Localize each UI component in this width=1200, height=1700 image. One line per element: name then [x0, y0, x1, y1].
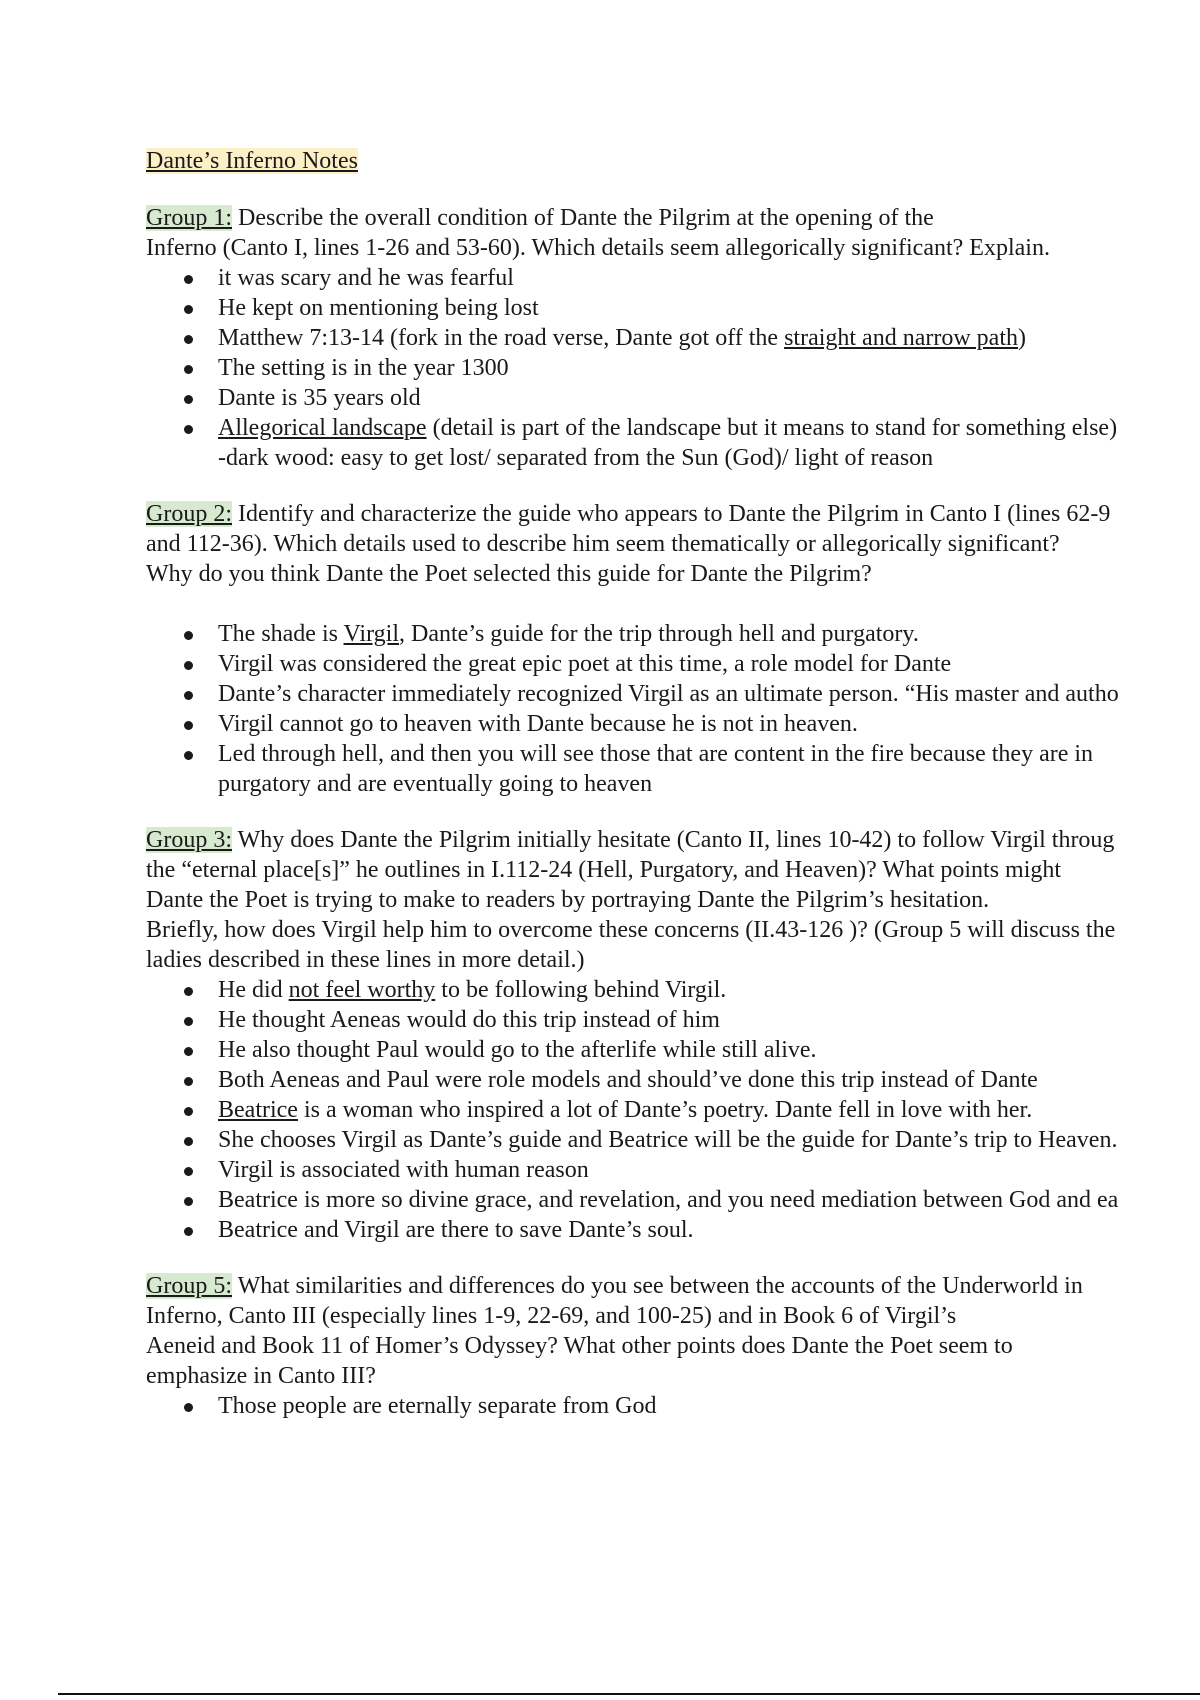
group-3-bullets — [146, 975, 1200, 1245]
group-2-bullets — [146, 619, 1200, 769]
underlined-term: Beatrice — [218, 1097, 298, 1123]
group-5-bullets — [146, 1391, 1200, 1421]
group-1-question-line: Group 1: Describe the overall condition of Dante the Pilgrim at the opening of the — [146, 205, 934, 231]
underlined-term: not feel worthy — [288, 977, 436, 1003]
bullet-item: Beatrice is more so divine grace, and revelation, and you need mediation between God and ea — [146, 1185, 1200, 1215]
bullet-item: Virgil was considered the great epic poet at this time, a role model for Dante — [146, 649, 1200, 679]
group-5-section — [146, 1271, 1200, 1421]
doc-title — [146, 146, 1200, 176]
group-5-question-line: Group 5: What similarities and differences do you see between the accounts of the Underworld in — [146, 1273, 1083, 1299]
group-2-section — [146, 499, 1200, 799]
group-3-question-line: Dante the Poet is trying to make to readers by portraying Dante the Pilgrim’s hesitation. — [146, 887, 990, 913]
underlined-term: straight and narrow path — [784, 325, 1018, 351]
bullet-item: The shade is Virgil, Dante’s guide for the trip through hell and purgatory. — [146, 619, 1200, 649]
group-1-bullets — [146, 263, 1200, 443]
bullet-item: Virgil cannot go to heaven with Dante because he is not in heaven. — [146, 709, 1200, 739]
group-5-question-line: emphasize in Canto III? — [146, 1363, 376, 1389]
bullet-item: She chooses Virgil as Dante’s guide and Beatrice will be the guide for Dante’s trip to Heaven. — [146, 1125, 1200, 1155]
doc-title-text: Dante’s Inferno Notes — [146, 148, 358, 174]
bullet-item: Dante is 35 years old — [146, 383, 1200, 413]
document-page — [146, 146, 1200, 1421]
group-3-question-line: Briefly, how does Virgil help him to overcome these concerns (II.43-126 )? (Group 5 will discuss the — [146, 917, 1116, 943]
group-2-question-line: Why do you think Dante the Poet selected this guide for Dante the Pilgrim? — [146, 561, 872, 587]
group-2-question-line: Group 2: Identify and characterize the guide who appears to Dante the Pilgrim in Canto I (lines 62-9 — [146, 501, 1111, 527]
bullet-item: Matthew 7:13-14 (fork in the road verse, Dante got off the straight and narrow path) — [146, 323, 1200, 353]
bullet-continuation: -dark wood: easy to get lost/ separated from the Sun (God)/ light of reason — [218, 445, 934, 471]
group-5-question-line: Inferno, Canto III (especially lines 1-9, 22-69, and 100-25) and in Book 6 of Virgil’s — [146, 1303, 957, 1329]
group-1-section — [146, 203, 1200, 473]
bullet-item: Allegorical landscape (detail is part of the landscape but it means to stand for something else) — [146, 413, 1200, 443]
bullet-item: Dante’s character immediately recognized Virgil as an ultimate person. “His master and autho — [146, 679, 1200, 709]
bullet-continuation: purgatory and are eventually going to heaven — [218, 771, 653, 797]
group-3-question-line: the “eternal place[s]” he outlines in I.112-24 (Hell, Purgatory, and Heaven)? What points might — [146, 857, 1062, 883]
bullet-item: He thought Aeneas would do this trip instead of him — [146, 1005, 1200, 1035]
group-1-question-line: Inferno (Canto I, lines 1-26 and 53-60). Which details seem allegorically significant? Explain. — [146, 235, 1050, 261]
bullet-item: it was scary and he was fearful — [146, 263, 1200, 293]
group-1-label: Group 1: — [146, 205, 232, 231]
underlined-term: Virgil — [343, 621, 399, 647]
bullet-item: Virgil is associated with human reason — [146, 1155, 1200, 1185]
group-5-question-line: Aeneid and Book 11 of Homer’s Odyssey? What other points does Dante the Poet seem to — [146, 1333, 1013, 1359]
bullet-item: Both Aeneas and Paul were role models and should’ve done this trip instead of Dante — [146, 1065, 1200, 1095]
bullet-item: The setting is in the year 1300 — [146, 353, 1200, 383]
group-3-question-line: ladies described in these lines in more detail.) — [146, 947, 585, 973]
bullet-item: He kept on mentioning being lost — [146, 293, 1200, 323]
bullet-item: Beatrice is a woman who inspired a lot of Dante’s poetry. Dante fell in love with her. — [146, 1095, 1200, 1125]
group-3-label: Group 3: — [146, 827, 232, 853]
bullet-item: Beatrice and Virgil are there to save Dante’s soul. — [146, 1215, 1200, 1245]
bullet-item: He did not feel worthy to be following behind Virgil. — [146, 975, 1200, 1005]
group-2-question-line: and 112-36). Which details used to describe him seem thematically or allegorically significant? — [146, 531, 1060, 557]
group-2-label: Group 2: — [146, 501, 232, 527]
group-3-section — [146, 825, 1200, 1245]
bullet-item: He also thought Paul would go to the afterlife while still alive. — [146, 1035, 1200, 1065]
bullet-item: Those people are eternally separate from God — [146, 1391, 1200, 1421]
bullet-item: Led through hell, and then you will see those that are content in the fire because they are in — [146, 739, 1200, 769]
underlined-term: Allegorical landscape — [218, 415, 427, 441]
group-5-label: Group 5: — [146, 1273, 232, 1299]
group-3-question-line: Group 3: Why does Dante the Pilgrim initially hesitate (Canto II, lines 10-42) to follow Virgil throug — [146, 827, 1115, 853]
footer-divider — [58, 1693, 1200, 1695]
